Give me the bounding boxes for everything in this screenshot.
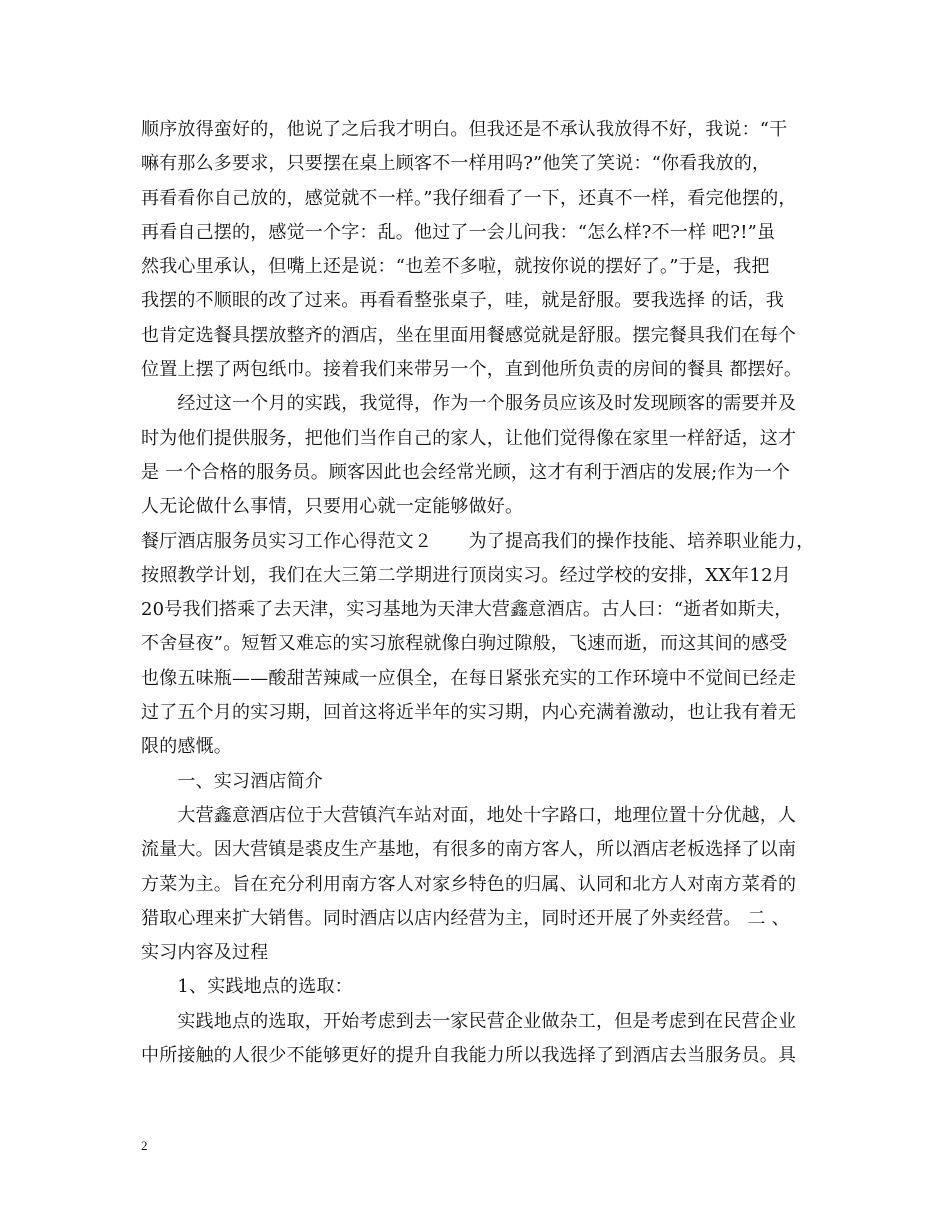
text-line: 嘛有那么多要求，只要摆在桌上顾客不一样用吗?”他笑了笑说：“你看我放的， [141, 153, 771, 175]
text-line: 大营鑫意酒店位于大营镇汽车站对面，地处十字路口，地理位置十分优越，人 [141, 804, 797, 826]
text-line: 再看看你自己放的，感觉就不一样。”我仔细看了一下，还真不一样，看完他摆的， [141, 187, 797, 209]
heading-line: 一、实习酒店简介 [141, 770, 323, 792]
document-body [141, 113, 821, 1073]
text-line: 限的感慨。 [141, 736, 232, 758]
text-line: 按照教学计划，我们在大三第二学期进行顶岗实习。经过学校的安排，XX年12月 [141, 564, 791, 586]
text-line: 我摆的不顺眼的改了过来。再看看整张桌子，哇，就是舒服。要我选择 的话，我 [141, 290, 784, 312]
text-line: 也像五味瓶——酸甜苦辣咸一应俱全，在每日紧张充实的工作环境中不觉间已经走 [141, 667, 797, 689]
text-line: 位置上摆了两包纸巾。接着我们来带另一个，直到他所负责的房间的餐具 都摆好。 [141, 359, 803, 381]
text-line: 人无论做什么事情，只要用心就一定能够做好。 [141, 496, 524, 518]
text-line: 顺序放得蛮好的，他说了之后我才明白。但我还是不承认我放得不好，我说：“干 [141, 119, 788, 140]
text-line: 过了五个月的实习期，回首这将近半年的实习期，内心充满着激动，也让我有着无 [141, 702, 797, 724]
text-line: 然我心里承认，但嘴上还是说：“也差不多啦，就按你说的摆好了。”于是，我把 [141, 256, 770, 278]
text-line: 是 一个合格的服务员。顾客因此也会经常光顾，这才有利于酒店的发展;作为一个 [141, 461, 791, 483]
text-line: 猎取心理来扩大销售。同时酒店以店内经营为主，同时还开展了外卖经营。 二 、 [141, 907, 790, 929]
text-line: 20号我们搭乘了去天津，实习基地为天津大营鑫意酒店。古人曰：“逝者如斯夫， [141, 599, 793, 621]
text-line: 方菜为主。旨在充分利用南方客人对家乡特色的归属、认同和北方人对南方菜肴的 [141, 873, 797, 895]
text-line: 中所接触的人很少不能够更好的提升自我能力所以我选择了到酒店去当服务员。具 [141, 1045, 797, 1067]
text-line: 实践地点的选取，开始考虑到去一家民营企业做杂工，但是考虑到在民营企业 [141, 1010, 797, 1032]
text-line: 流量大。因大营镇是裘皮生产基地，有很多的南方客人，所以酒店老板选择了以南 [141, 839, 797, 861]
section-title-line: 餐厅酒店服务员实习工作心得范文２ 为了提高我们的操作技能、培养职业能力， [141, 530, 815, 552]
text-line: 也肯定选餐具摆放整齐的酒店，坐在里面用餐感觉就是舒服。摆完餐具我们在每个 [141, 324, 797, 346]
text-line: 时为他们提供服务，把他们当作自己的家人，让他们觉得像在家里一样舒适，这才 [141, 427, 797, 449]
text-line: 再看自己摆的，感觉一个字：乱。他过了一会儿问我：“怎么样?不一样 吧?!”虽 [141, 221, 776, 243]
page-number: 2 [141, 1138, 148, 1153]
heading-line: 1、实践地点的选取： [141, 976, 353, 998]
text-line: 不舍昼夜”。短暂又难忘的实习旅程就像白驹过隙般，飞速而逝，而这其间的感受 [141, 633, 788, 655]
text-line: 经过这一个月的实践，我觉得，作为一个服务员应该及时发现顾客的需要并及 [141, 393, 797, 415]
heading-line: 实习内容及过程 [141, 942, 269, 964]
